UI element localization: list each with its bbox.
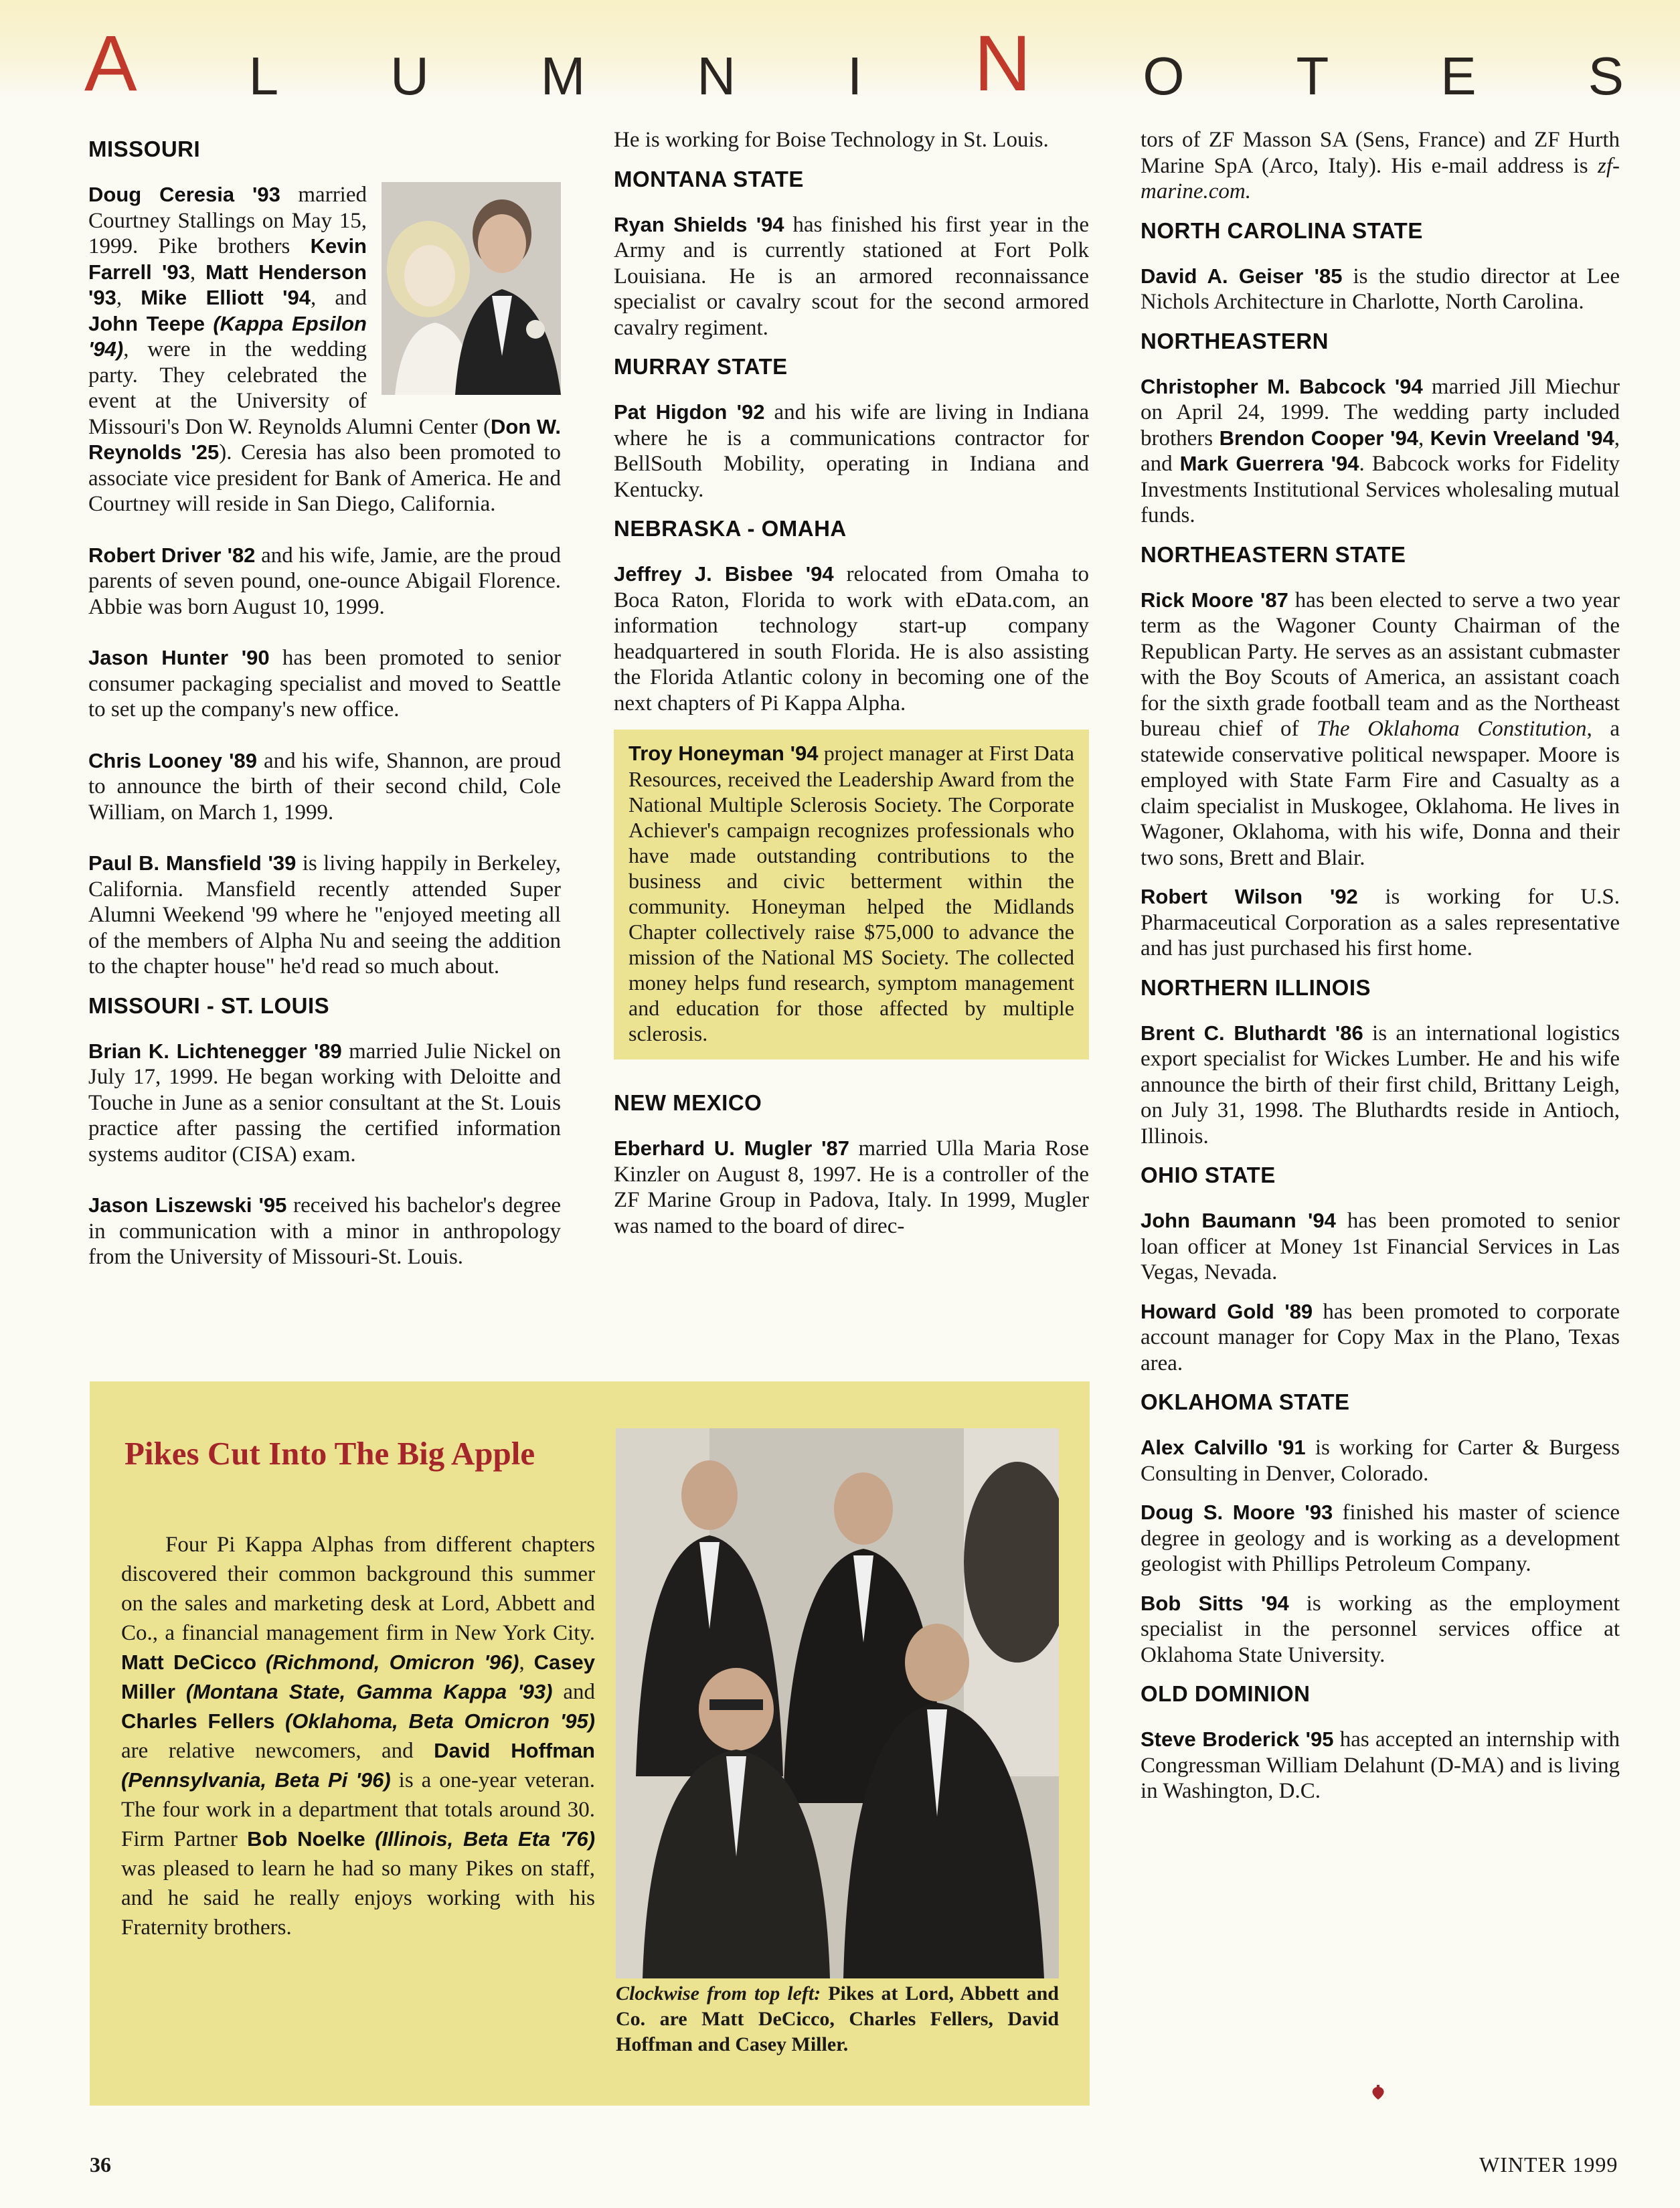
alumni-name: Brent C. Bluthardt '86: [1141, 1021, 1363, 1045]
chapter-heading: NEBRASKA - OMAHA: [614, 516, 847, 541]
publication-name: The Oklahoma Constitution: [1317, 717, 1587, 741]
note-rick-moore: [1141, 588, 1620, 871]
alumni-name: Brendon Cooper '94: [1219, 426, 1418, 450]
note-text: is living happily in Berkeley, California. Mansfield recently attended Super Alumni Weekend '99 where he "enjoyed meeting all of the members of Alpha Nu and seeing the addition to the chapter house" he'd read so much about.: [88, 851, 561, 979]
banner-letter: I: [847, 46, 863, 106]
alumni-name: Kevin Farrell '93: [88, 234, 367, 284]
chapter-heading: OKLAHOMA STATE: [1141, 1389, 1350, 1414]
chapter-heading: MISSOURI - ST. LOUIS: [88, 993, 330, 1018]
alumni-name: Mark Guerrera '94: [1179, 452, 1359, 475]
note-text: is working for U.S. Pharmaceutical Corporation as a sales representative and has just purchased his first home.: [1141, 885, 1620, 960]
alumni-name: Robert Driver '82: [88, 543, 256, 567]
note-bisbee: [614, 562, 1089, 716]
feature-text: is a one-year veteran. The four work in a department that totals around 30. Firm Partner: [121, 1768, 595, 1851]
note-text: , and: [311, 286, 367, 310]
banner-letter: A: [84, 19, 137, 108]
note-text: tors of ZF Masson SA (Sens, France) and ZF Hurth Marine SpA (Arco, Italy). His e-mail address is: [1141, 128, 1620, 178]
note-doug-moore: [1141, 1500, 1620, 1578]
note-text: project manager at First Data Resources, received the Leadership Award from the National Multiple Sclerosis Society. The Corporate Achiever's campaign recognizes professionals who have made outstanding contributions to the business and civic betterment within the community. Honeyman helped the Midlands Chapter collectively raise $75,000 to advance the mission of the National MS Society. The collected money helps fund research, symptom management and education for those affected by multiple sclerosis.: [628, 741, 1075, 1045]
note-hunter: [88, 645, 561, 723]
note-driver: [88, 543, 561, 620]
alumni-name: Doug S. Moore '93: [1141, 1501, 1333, 1524]
alumni-name: Mike Elliott '94: [141, 286, 311, 309]
note-text: has been promoted to corporate account manager for Copy Max in the Plano, Texas area.: [1141, 1299, 1620, 1375]
issue-label: WINTER 1999: [1479, 2152, 1618, 2177]
chapter-affiliation: (Montana State, Gamma Kappa '93): [185, 1680, 553, 1703]
alumni-name: Bob Noelke: [247, 1827, 365, 1851]
alumni-name: Jason Hunter '90: [88, 646, 270, 669]
chapter-affiliation: (Richmond, Omicron '96): [265, 1650, 519, 1674]
note-text: , and: [1141, 426, 1620, 476]
banner-letter: N: [974, 19, 1031, 108]
alumni-name: John Baumann '94: [1141, 1209, 1336, 1232]
alumni-name: Brian K. Lichtenegger '89: [88, 1039, 342, 1063]
note-text: married Ulla Maria Rose Kinzler on August 8, 1997. He is a controller of the ZF Marine Group in Padova, Italy. In 1999, Mugler was named to the board of direc-: [614, 1136, 1090, 1238]
chapter-affiliation: (Oklahoma, Beta Omicron '95): [284, 1709, 596, 1733]
end-of-section-icon: [1369, 2084, 1387, 2102]
feature-title: Pikes Cut Into The Big Apple: [124, 1435, 535, 1472]
note-text: and his wife are living in Indiana where he is a communications contractor for BellSouth Mobility, operating in Indiana and Kentucky.: [614, 400, 1089, 502]
chapter-heading: NORTHEASTERN: [1141, 328, 1329, 353]
alumni-name: Steve Broderick '95: [1141, 1727, 1334, 1751]
chapter-affiliation: (Illinois, Beta Eta '76): [375, 1827, 596, 1851]
alumni-name: Ryan Shields '94: [614, 212, 784, 236]
alumni-name: Kevin Vreeland '94: [1430, 426, 1614, 450]
note-text: ,: [189, 260, 206, 284]
alumni-name: David A. Geiser '85: [1141, 264, 1343, 288]
note-calvillo: [1141, 1435, 1620, 1487]
alumni-name: Charles Fellers: [121, 1709, 275, 1733]
note-text: has been elected to serve a two year term as the Wagoner County Chairman of the Republican Party. He serves as an assistant cubmaster with the Boy Scouts of America, an assistant coach for the sixth grade football team and as the Northeast bureau chief of: [1141, 588, 1620, 741]
note-higdon: [614, 400, 1089, 503]
alumni-name: Bob Sitts '94: [1141, 1591, 1289, 1615]
page-number: 36: [90, 2152, 111, 2177]
note-text: is working as the employment specialist in the personnel services office at Oklahoma State University.: [1141, 1591, 1620, 1667]
alumni-name: Chris Looney '89: [88, 748, 258, 772]
alumni-name: Eberhard U. Mugler '87: [614, 1136, 849, 1160]
alumni-name: Paul B. Mansfield '39: [88, 851, 297, 875]
note-text: has finished his first year in the Army and is currently stationed at Fort Polk Louisiana. He is an armored reconnaissance specialist or cavalry scout for the second armored cavalry regiment.: [614, 212, 1089, 340]
alumni-name: Don W. Reynolds '25: [88, 414, 561, 464]
email-address: zf-marine.com.: [1141, 153, 1620, 203]
chapter-heading: MISSOURI: [88, 137, 201, 161]
banner-letter: E: [1440, 46, 1477, 106]
note-text: married Julie Nickel on July 17, 1999. He began working with Deloitte and Touche in June as a senior consultant at the St. Louis practice after passing the certified information systems auditor (CISA) exam.: [88, 1039, 561, 1167]
note-text: received his bachelor's degree in communication with a minor in anthropology from the University of Missouri-St. Louis.: [88, 1193, 561, 1269]
caption-lead: Clockwise from top left:: [616, 1982, 821, 2005]
feature-paragraph: [121, 1530, 595, 1942]
chapter-heading: NORTHERN ILLINOIS: [1141, 974, 1371, 1000]
chapter-heading: MONTANA STATE: [614, 166, 804, 191]
chapter-affiliation: (Kappa Epsilon '94): [88, 311, 367, 361]
note-broderick: [1141, 1727, 1620, 1804]
alumni-name: Howard Gold '89: [1141, 1299, 1313, 1323]
note-text: has been promoted to senior loan officer at Money 1st Financial Services in Las Vegas, Nevada.: [1141, 1209, 1620, 1284]
note-mugler: [614, 1136, 1089, 1239]
column-3: [1141, 127, 1620, 1818]
chapter-heading: MURRAY STATE: [614, 354, 788, 379]
note-geiser: [1141, 264, 1620, 315]
alumni-name: Christopher M. Babcock '94: [1141, 374, 1423, 398]
note-liszewski: [88, 1193, 561, 1270]
banner-letter: M: [540, 46, 586, 106]
alumni-name: John Teepe: [88, 311, 205, 335]
feature-text: are relative newcomers, and: [121, 1739, 434, 1763]
note-text: and his wife, Shannon, are proud to announce the birth of their second child, Cole William, on March 1, 1999.: [88, 748, 561, 825]
alumni-name: Pat Higdon '92: [614, 400, 765, 424]
chapter-heading: NORTHEASTERN STATE: [1141, 541, 1406, 567]
feature-text: was pleased to learn he had so many Pikes on staff, and he said he really enjoys working with his Fraternity brothers.: [121, 1857, 595, 1940]
note-bluthardt: [1141, 1021, 1620, 1150]
alumni-name: Alex Calvillo '91: [1141, 1436, 1306, 1459]
note-text: ,: [116, 286, 141, 310]
wedding-photo: [382, 182, 561, 395]
note-wilson: [1141, 884, 1620, 962]
chapter-heading: OHIO STATE: [1141, 1163, 1276, 1187]
feature-text: ,: [519, 1650, 534, 1675]
note-text: relocated from Omaha to Boca Raton, Florida to work with eData.com, an information technology start-up company headquartered in south Florida. He is also assisting the Florida Atlantic colony in becoming one of the next chapters of Pi Kappa Alpha.: [614, 562, 1089, 715]
feature-box: [90, 1381, 1090, 2106]
banner-letter: O: [1143, 46, 1185, 106]
chapter-affiliation: (Pennsylvania, Beta Pi '96): [121, 1768, 391, 1792]
note-text: finished his master of science degree in geology and is working as a development geologist with Phillips Petroleum Company.: [1141, 1501, 1620, 1576]
note-continuation: He is working for Boise Technology in St. Louis.: [614, 128, 1049, 152]
caption-text: Pikes at Lord, Abbett and Co. are Matt DeCicco, Charles Fellers, David Hoffman and Casey Miller.: [616, 1982, 1059, 2055]
photo-caption: [616, 1981, 1059, 2057]
alumni-name: Troy Honeyman '94: [628, 742, 819, 765]
note-shields: [614, 212, 1089, 341]
note-ceresia: [88, 182, 561, 517]
note-text: married Jill Miechur on April 24, 1999. The wedding party included brothers: [1141, 374, 1620, 450]
alumni-name: Robert Wilson '92: [1141, 885, 1358, 908]
note-mansfield: [88, 851, 561, 980]
note-text: ,: [1418, 426, 1430, 450]
chapter-heading: NEW MEXICO: [614, 1090, 762, 1115]
alumni-name: Jeffrey J. Bisbee '94: [614, 562, 834, 586]
banner-letter: L: [248, 46, 279, 106]
note-text: , were in the wedding party. They celebrated the event at the University of Missouri's Don W. Reynolds Alumni Center (: [88, 337, 491, 439]
note-text: [205, 312, 213, 336]
feature-text: Four Pi Kappa Alphas from different chapters discovered their common background this summer on the sales and marketing desk at Lord, Abbett and Co., a financial management firm in New York City.: [121, 1533, 595, 1645]
alumni-name: Jason Liszewski '95: [88, 1193, 287, 1217]
group-photo: [616, 1428, 1059, 1978]
note-baumann: [1141, 1208, 1620, 1286]
column-1: [88, 127, 561, 1296]
alumni-name: David Hoffman: [434, 1739, 595, 1762]
feature-text: and: [552, 1680, 595, 1704]
honeyman-sidebar: [614, 730, 1089, 1059]
note-text: is an international logistics export specialist for Wickes Lumber. He and his wife announce the birth of their first child, Brittany Leigh, on July 31, 1998. The Bluthardts reside in Antioch, Illinois.: [1141, 1021, 1620, 1149]
note-text: . Babcock works for Fidelity Investments Institutional Services wholesaling mutual funds.: [1141, 452, 1620, 527]
note-text: married Courtney Stallings on May 15, 1999. Pike brothers: [88, 183, 367, 258]
note-sitts: [1141, 1591, 1620, 1669]
alumni-name: Doug Ceresia '93: [88, 183, 280, 206]
note-looney: [88, 748, 561, 826]
note-continuation: [1141, 127, 1620, 205]
alumni-name: Matt DeCicco: [121, 1650, 256, 1674]
note-text: is working for Carter & Burgess Consulting in Denver, Colorado.: [1141, 1436, 1620, 1486]
feature-body: [121, 1530, 595, 1942]
banner-letter: T: [1296, 46, 1329, 106]
note-gold: [1141, 1299, 1620, 1377]
wedding-photo-image: [382, 182, 561, 395]
note-text: ). Ceresia has also been promoted to associate vice president for Bank of America. He and Courtney will reside in San Diego, California.: [88, 440, 561, 516]
chapter-heading: OLD DOMINION: [1141, 1681, 1311, 1706]
section-banner: [84, 9, 1624, 108]
alumni-name: Rick Moore '87: [1141, 588, 1288, 612]
banner-letter: U: [390, 46, 429, 106]
column-2: [614, 127, 1089, 1264]
alumni-name: Casey Miller: [121, 1650, 596, 1703]
group-photo-image: [616, 1428, 1059, 1978]
note-text: has accepted an internship with Congressman William Delahunt (D-MA) and is living in Washington, D.C.: [1141, 1727, 1620, 1803]
alumni-name: Matt Henderson '93: [88, 260, 367, 309]
note-babcock: [1141, 374, 1620, 529]
chapter-heading: NORTH CAROLINA STATE: [1141, 218, 1423, 243]
note-text: is the studio director at Lee Nichols Architecture in Charlotte, North Carolina.: [1141, 264, 1620, 314]
banner-letter: S: [1588, 46, 1624, 106]
banner-letter: N: [697, 46, 736, 106]
note-text: and his wife, Jamie, are the proud parents of seven pound, one-ounce Abigail Florence. Abbie was born August 10, 1999.: [88, 543, 562, 619]
note-text: has been promoted to senior consumer packaging specialist and moved to Seattle to set up the company's new office.: [88, 646, 561, 721]
note-text: , a statewide conservative political newspaper. Moore is employed with State Farm Fire and Casualty as a claim specialist in Muskogee, Oklahoma. He lives in Wagoner, Oklahoma, with his wife, Donna and their two sons, Brett and Blair.: [1141, 717, 1620, 870]
note-lichtenegger: [88, 1039, 561, 1168]
note-honeyman: [628, 740, 1074, 1046]
